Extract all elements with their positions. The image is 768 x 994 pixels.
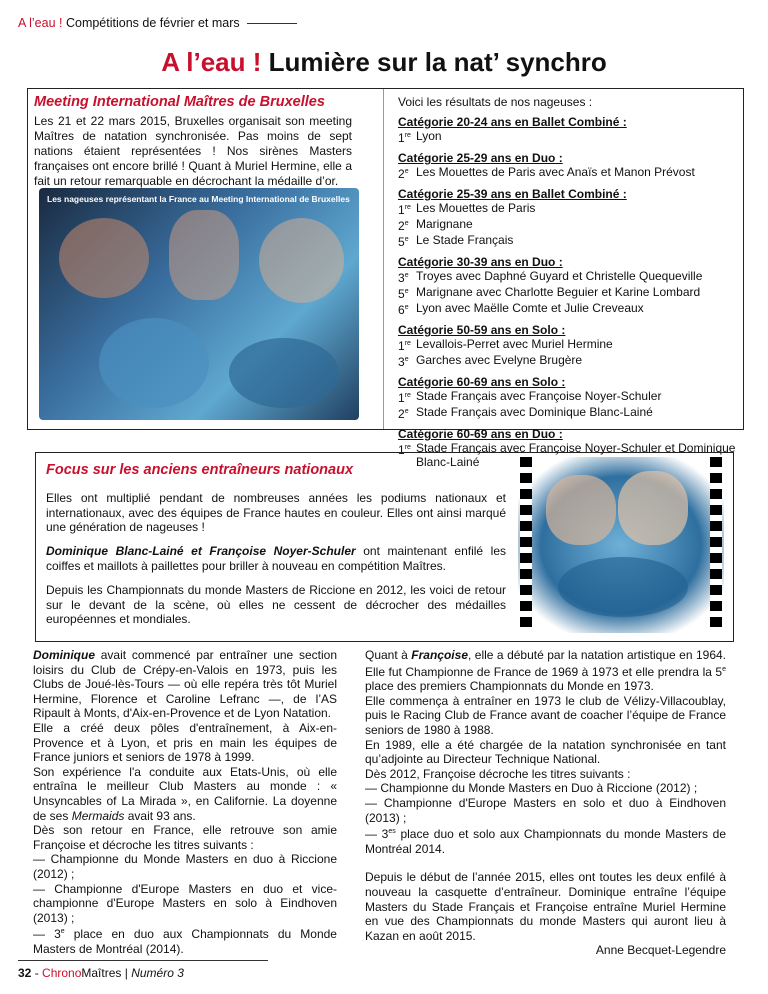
photo-caption: Les nageuses représentant la France au Meeting International de Bruxelles (47, 194, 350, 204)
francoise-name: Françoise (411, 648, 468, 662)
left-column: Dominique avait commencé par entraîner une section loisirs du Club de Crépy-en-Valois en 1973, puis les Clubs de Joué-lès-Tours — où elle repéra très tôt Muriel Hermine, Florence et Caroline Lefranc —, de l’AS Ripault à Monts, d'Aix-en-Provence et de Lyon Natation. Elle a créé deux pôles d'entraînement, à Aix-en-Provence et à Lyon, et pris en main les équipes de France juniors et seniors de 1978 à 1999. Son expérience l'a conduite aux Etats-Unis, où elle entraîna le meilleur Club Masters au monde : « Unsyncables of La Mirada », en Californie. La doyenne de ses Mermaids avait 93 ans. Dès son retour en France, elle retrouve son amie Françoise et décroche les titres suivants : — Championne du Monde Masters en duo à Riccione (2012) ; — Championne d'Europe Masters en duo et vice-championne d'Europe Masters en solo à Eindhoven (2013) ; — 3e place en duo aux Championnats du Monde Masters de Montréal (2014). (33, 648, 337, 956)
footer-rule (18, 960, 268, 961)
results-list (398, 95, 738, 469)
result-row: 1re Lyon (398, 129, 442, 145)
box-divider (383, 89, 384, 429)
result-row: 2e Marignane (398, 217, 473, 233)
result-row: 1re Les Mouettes de Paris (398, 201, 536, 217)
result-row: 6e Lyon avec Maëlle Comte et Julie Creveaux (398, 301, 644, 317)
category-title: Catégorie 25-39 ans en Ballet Combiné : (398, 187, 627, 201)
focus-heading: Focus sur les anciens entraîneurs nationaux (46, 462, 354, 478)
result-row: 1re Stade Français avec Françoise Noyer-Schuler (398, 389, 662, 405)
page-title (0, 47, 768, 78)
result-row: 5e Le Stade Français (398, 233, 514, 249)
result-row: 2e Stade Français avec Dominique Blanc-Lainé (398, 405, 653, 421)
result-row: 2e Les Mouettes de Paris avec Anaïs et Manon Prévost (398, 165, 695, 181)
footer-maitres: Maîtres (81, 966, 122, 980)
dominique-name: Dominique (33, 648, 95, 662)
title-rest: Lumière sur la nat’ synchro (268, 47, 607, 77)
page-number: 32 (18, 966, 32, 980)
result-row: 5e Marignane avec Charlotte Beguier et Karine Lombard (398, 285, 701, 301)
film-perforation-left (520, 457, 532, 633)
focus-names-paragraph: Dominique Blanc-Lainé et Françoise Noyer-Schuler ont maintenant enfilé les coiffes et maillots à paillettes pour briller à nouveau en compétition Maîtres. (46, 544, 506, 573)
film-strip-photo (518, 457, 724, 633)
result-row: 1re Stade Français avec Françoise Noyer-Schuler et Dominique Blanc-Lainé (398, 441, 736, 469)
meeting-heading: Meeting International Maîtres de Bruxelles (34, 94, 325, 110)
footer-issue: Numéro 3 (131, 966, 184, 980)
header-section: Compétitions de février et mars (65, 16, 240, 30)
running-header (18, 16, 297, 30)
focus-intro: Elles ont multiplié pendant de nombreuses années les podiums nationaux et internationaux, avec des équipes de France hautes en couleur. Elles ont ainsi marqué une génération de nageuses ! (46, 491, 506, 534)
focus-riccione-paragraph: Depuis les Championnats du monde Masters de Riccione en 2012, les voici de retour sur le devant de la scène, où elles ne cessent de décrocher des médailles européennes et mondiales. (46, 583, 506, 626)
result-row: 1re Levallois-Perret avec Muriel Hermine (398, 337, 613, 353)
right-column: Quant à Françoise, elle a débuté par la natation artistique en 1964. Elle fut Championne de France de 1969 à 1973 et elle prendra la 5e place des premiers Championnats du Monde en 1973. Elle commença à entraîner en 1973 le club de Vélizy-Villacoublay, puis le Racing Club de France avant de coacher l’équipe de France seniors de 1980 à 1988. En 1989, elle a été chargée de la natation synchronisée en tant qu’adjointe au Directeur Technique National. Dès 2012, Françoise décroche les titres suivants : — Championne du Monde Masters en Duo à Riccione (2012) ; — Championne d'Europe Masters en solo et duo à Eindhoven (2013) ; — $3^{es}$ place duo et solo aux Championnats du monde Masters de Montréal 2014. Depuis le début de l’année 2015, elles ont toutes les deux enfilé à nouveau la casquette d’entraîneur. Dominique entraîne l’équipe Masters du Stade Français et Françoise entraîne Muriel Hermine en vue des Championnats du monde Masters qui auront lieu à Kazan en août 2015. Anne Becquet-Legendre (365, 648, 727, 958)
author-signature: Anne Becquet-Legendre (595, 943, 726, 958)
category-title: Catégorie 60-69 ans en Duo : (398, 427, 563, 441)
results-intro: Voici les résultats de nos nageuses : (398, 95, 593, 109)
category-title: Catégorie 60-69 ans en Solo : (398, 375, 566, 389)
meeting-text: Les 21 et 22 mars 2015, Bruxelles organisait son meeting Maîtres de natation synchronisée. Pas moins de sept nations étaient représentées ! Nos sirènes Masters françaises ont encore brillé ! Quant à Muriel Hermine, elle a fait un retour remarquable en décrochant la médaille d’or. (34, 114, 352, 188)
film-perforation-right (710, 457, 722, 633)
title-brand: A l’eau ! (161, 47, 262, 77)
result-row: 3e Garches avec Evelyne Brugère (398, 353, 583, 369)
names-bold: Dominique Blanc-Lainé et Françoise Noyer-Schuler (46, 544, 356, 558)
header-brand: A l’eau ! (18, 16, 63, 30)
page-footer: 32 - ChronoMaîtres | Numéro 3 (18, 966, 184, 980)
result-row: 3e Troyes avec Daphné Guyard et Christelle Quequeville (398, 269, 703, 285)
category-title: Catégorie 25-29 ans en Duo : (398, 151, 563, 165)
category-title: Catégorie 30-39 ans en Duo : (398, 255, 563, 269)
footer-chrono: Chrono (42, 966, 82, 980)
category-title: Catégorie 20-24 ans en Ballet Combiné : (398, 115, 627, 129)
category-title: Catégorie 50-59 ans en Solo : (398, 323, 566, 337)
team-photo-collage (39, 188, 359, 420)
header-rule (247, 23, 297, 24)
